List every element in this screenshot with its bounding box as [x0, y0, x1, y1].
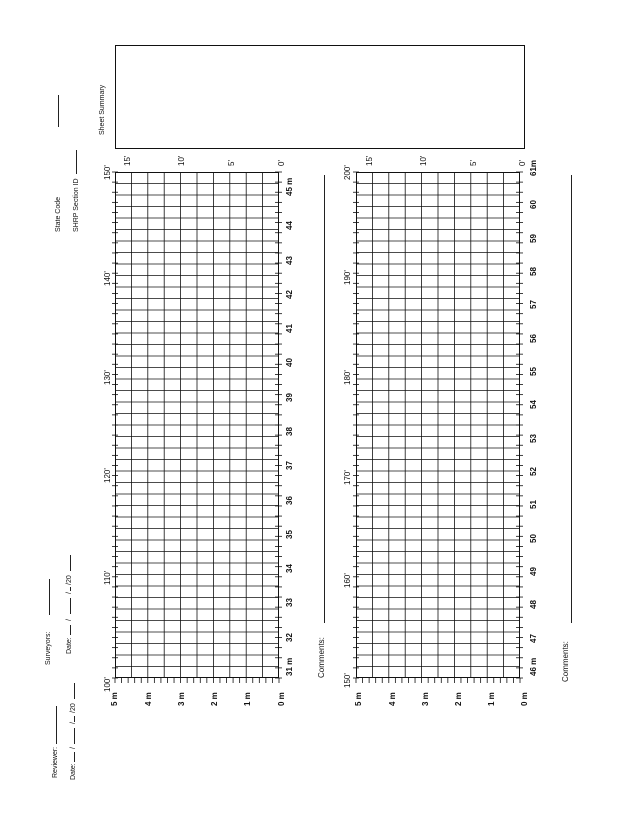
- right-ft-label-0: 150': [343, 673, 352, 688]
- right-wm-label-1: 4 m: [388, 692, 397, 706]
- right-wft-label-3: 0': [518, 160, 527, 166]
- right-ft-label-2: 170': [343, 470, 352, 485]
- right-wft-label-2: 5': [469, 160, 478, 166]
- reviewer-label: Reviewer:: [52, 746, 59, 778]
- right-distance-m-label-9: 55: [529, 367, 538, 376]
- left-ft-label-0: 100': [103, 677, 112, 692]
- left-distance-m-label-11: 42: [285, 289, 294, 299]
- left-wm-label-2: 3 m: [177, 692, 186, 706]
- left-distance-m-label-13: 44: [285, 221, 294, 231]
- left-distance-m-label-12: 43: [285, 255, 294, 265]
- left-distance-m-label-9: 40: [285, 358, 294, 368]
- date-sep-right-2: /: [66, 592, 73, 594]
- right-distance-m-label-1: 47: [529, 633, 538, 643]
- right-distance-m-label-15: 61m: [529, 159, 538, 176]
- right-wm-label-4: 1 m: [487, 692, 496, 706]
- left-distance-m-label-10: 41: [285, 324, 294, 334]
- right-wm-label-2: 3 m: [421, 692, 430, 706]
- left-wm-label-4: 1 m: [243, 692, 252, 706]
- left-wm-label-3: 2 m: [210, 692, 219, 706]
- right-ft-label-3: 180': [343, 370, 352, 385]
- right-comments-field[interactable]: [571, 175, 572, 623]
- left-distance-m-label-2: 33: [285, 598, 294, 608]
- sheet-summary-label: Sheet Summary: [99, 84, 106, 135]
- date-year-left: /20: [70, 703, 77, 713]
- right-distance-m-label-8: 54: [529, 400, 538, 410]
- left-wft-label-3: 0': [277, 160, 286, 166]
- surveyors-label: Surveyors:: [45, 631, 52, 665]
- right-ft-label-5: 200': [343, 165, 352, 180]
- left-wm-label-1: 4 m: [144, 692, 153, 706]
- right-wm-label-3: 2 m: [454, 692, 463, 706]
- right-distance-m-label-10: 56: [529, 333, 538, 343]
- right-distance-m-label-5: 51: [529, 500, 538, 510]
- left-distance-m-label-5: 36: [285, 495, 294, 505]
- left-distance-m-label-3: 34: [285, 564, 294, 574]
- right-ft-label-1: 160': [343, 573, 352, 588]
- left-distance-m-label-6: 37: [285, 461, 294, 471]
- date-sep-left-2: /: [70, 722, 77, 724]
- left-wm-label-5: 0 m: [277, 692, 286, 706]
- left-ft-label-4: 140': [103, 271, 112, 286]
- right-distance-m-label-2: 48: [529, 600, 538, 610]
- right-wft-label-0: 15': [365, 155, 374, 166]
- left-distance-m-label-7: 38: [285, 427, 294, 436]
- right-distance-m-label-7: 53: [529, 433, 538, 443]
- right-wft-label-1: 10': [419, 155, 428, 166]
- left-distance-m-label-14: 45 m: [285, 177, 294, 196]
- left-distance-m-label-4: 35: [285, 529, 294, 539]
- date-year-right: /20: [66, 575, 73, 585]
- date-label-left: Date:: [70, 763, 77, 780]
- right-comments-label: Comments:: [561, 641, 570, 682]
- right-distance-m-label-3: 49: [529, 567, 538, 576]
- left-ft-label-1: 110': [103, 570, 112, 585]
- right-distance-m-label-12: 58: [529, 267, 538, 276]
- state-code-label: State Code: [55, 196, 62, 232]
- date-sep-left-1: /: [70, 747, 77, 749]
- shrp-section-label: SHRP Section ID: [73, 178, 80, 232]
- right-wm-label-0: 5 m: [354, 692, 363, 706]
- date-sep-right-1: /: [66, 619, 73, 621]
- left-ft-label-3: 130': [103, 370, 112, 385]
- left-wft-label-2: 5': [227, 160, 236, 166]
- left-wft-label-1: 10': [177, 155, 186, 166]
- right-ft-label-4: 190': [343, 270, 352, 285]
- left-distance-m-label-0: 31 m: [285, 657, 294, 676]
- left-comments-label: Comments:: [317, 637, 326, 678]
- left-distance-m-label-8: 39: [285, 392, 294, 402]
- left-wm-label-0: 5 m: [110, 692, 119, 706]
- left-distance-m-label-1: 32: [285, 632, 294, 642]
- right-wm-label-5: 0 m: [520, 692, 529, 706]
- right-distance-m-label-14: 60: [529, 200, 538, 210]
- right-distance-m-label-11: 57: [529, 300, 538, 310]
- right-distance-m-label-6: 52: [529, 467, 538, 476]
- right-distance-m-label-4: 50: [529, 533, 538, 543]
- right-distance-m-label-13: 59: [529, 233, 538, 243]
- left-wft-label-0: 15': [123, 155, 132, 166]
- date-label-right: Date:: [66, 637, 73, 654]
- left-ft-label-5: 150': [103, 165, 112, 180]
- right-distance-m-label-0: 46 m: [529, 657, 538, 676]
- left-ft-label-2: 120': [103, 468, 112, 483]
